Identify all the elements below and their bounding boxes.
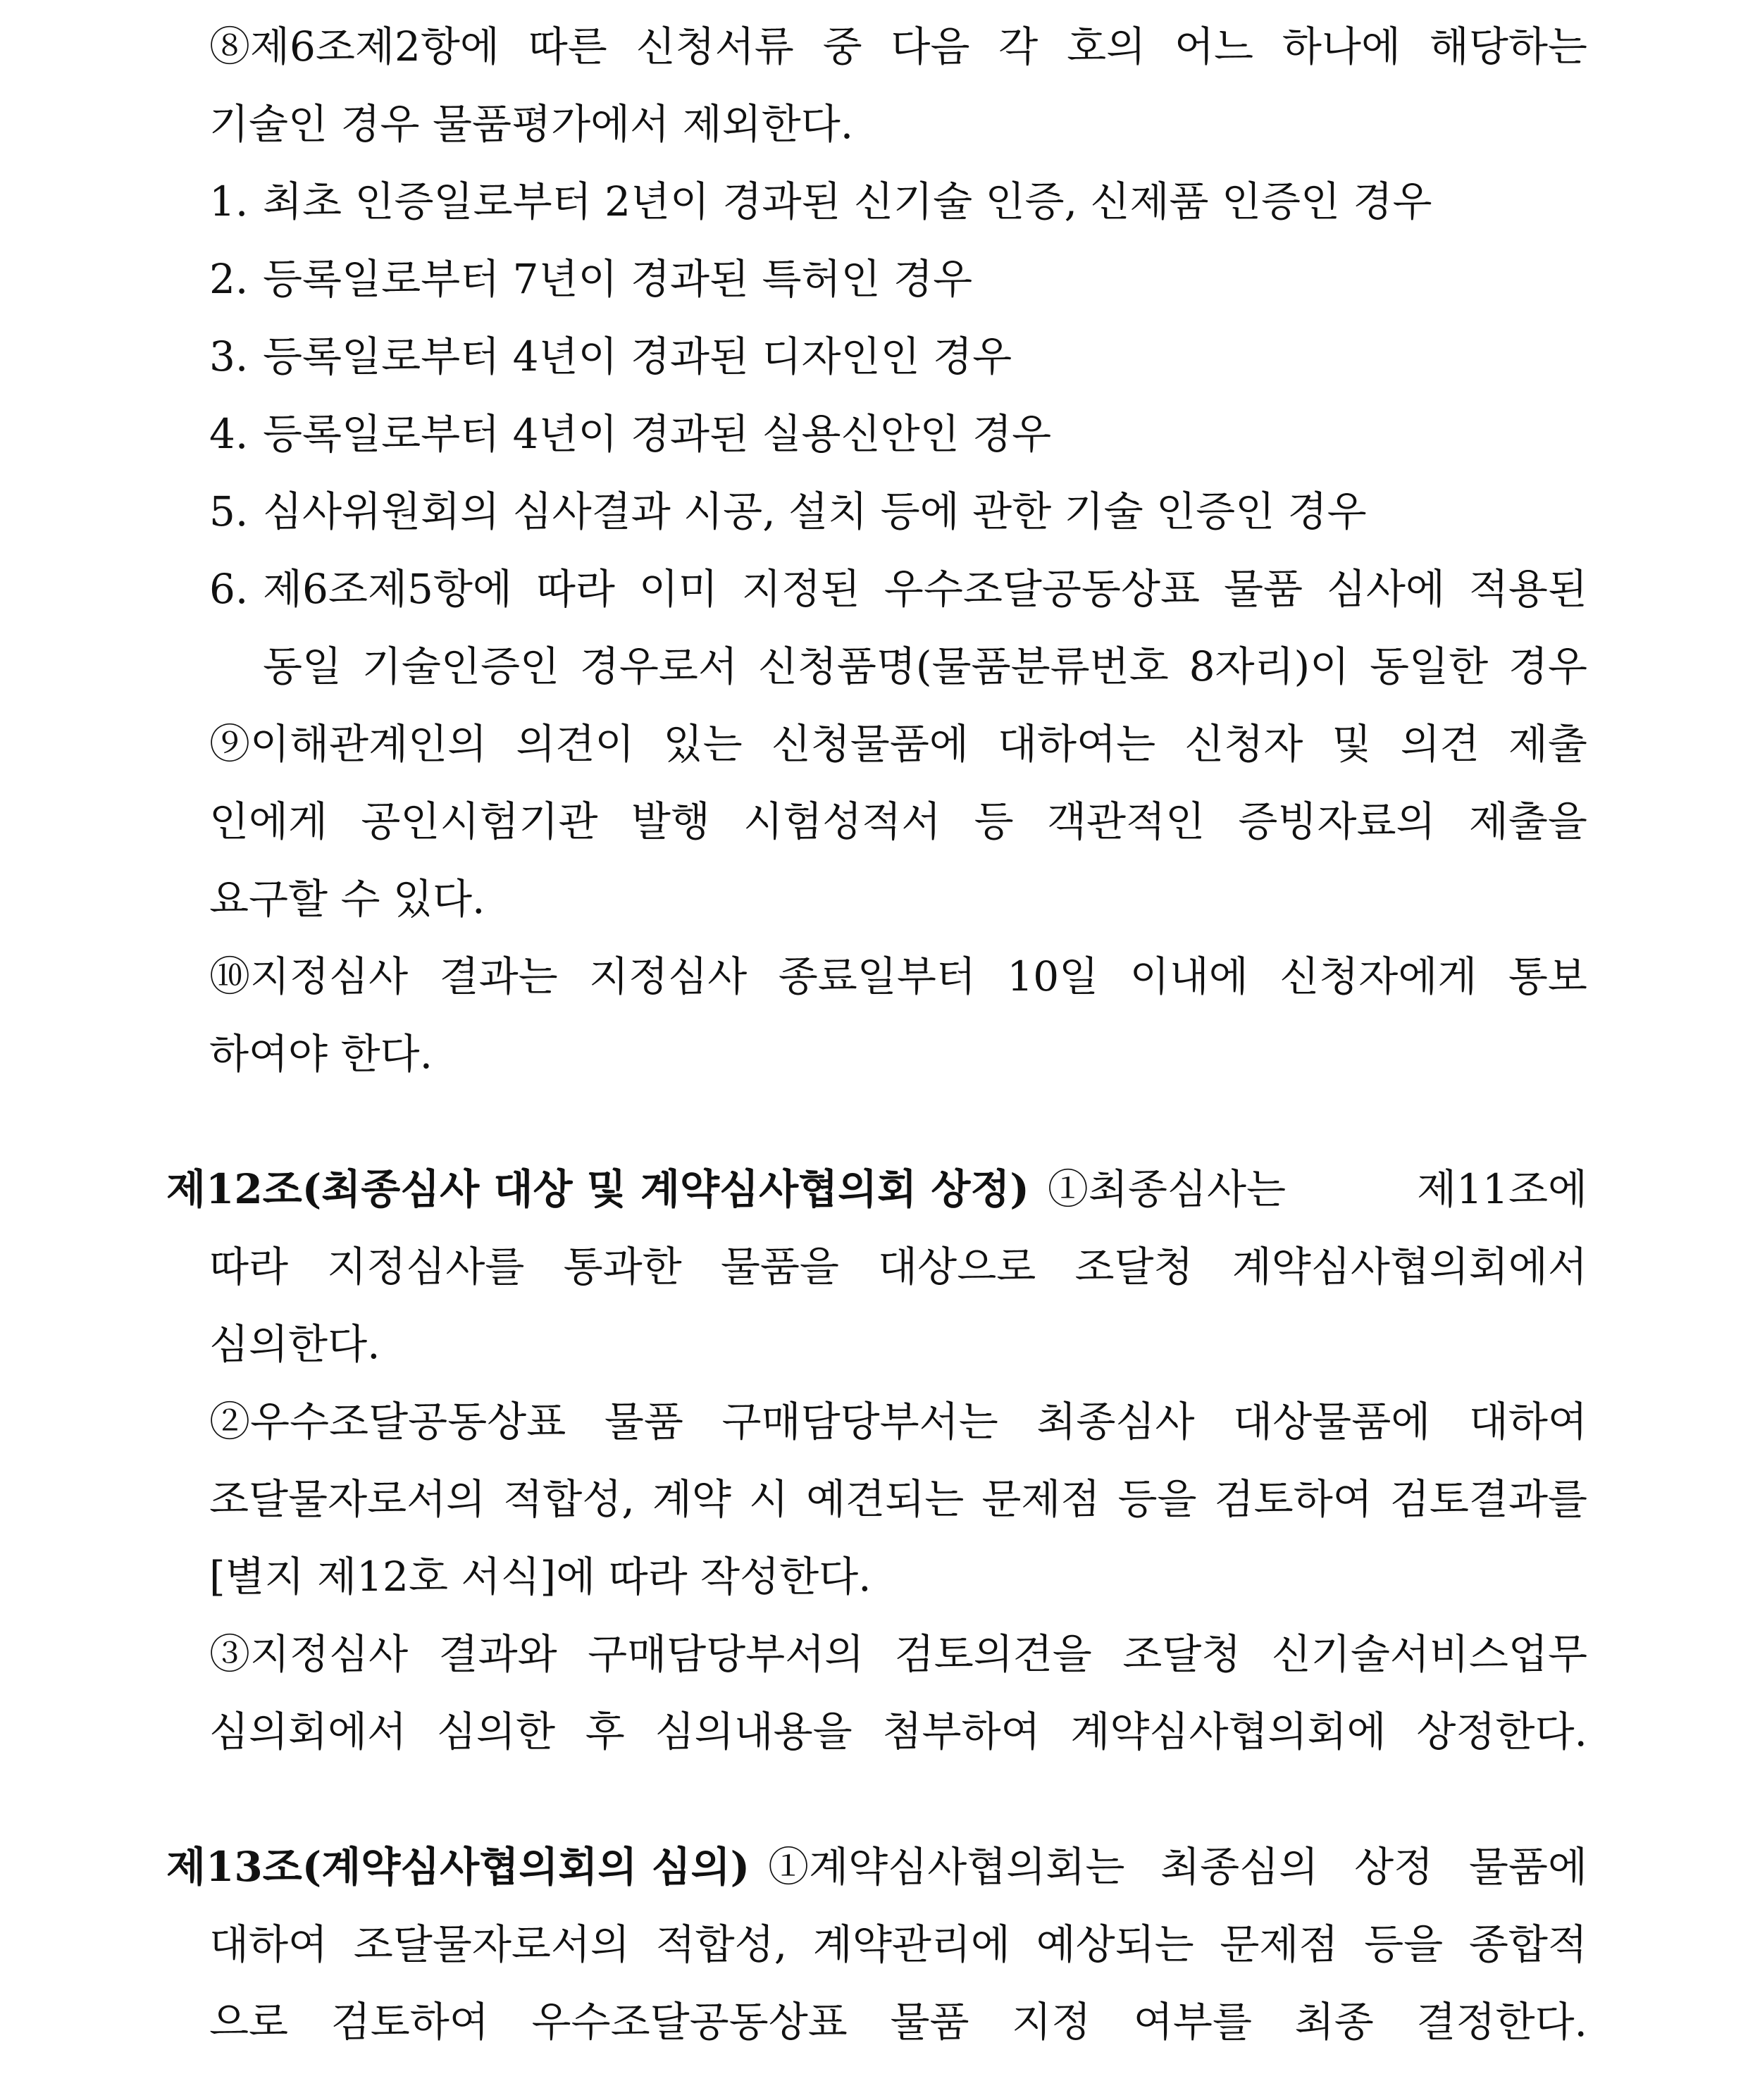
word: 대상으로 — [878, 1243, 1036, 1291]
word: 종료일부터 — [778, 952, 976, 1000]
word: 어느 — [1174, 23, 1254, 70]
word: 조달청 — [1074, 1243, 1194, 1291]
word: 인에게 — [209, 797, 328, 845]
list-item-text: 등록일로부터 4년이 경과된 디자인인 경우 — [263, 333, 1012, 380]
word: 물품 — [1223, 565, 1303, 613]
word: 계약 — [652, 1475, 731, 1523]
word: 신청물품에 — [771, 720, 969, 768]
paragraph-9-line-2 — [209, 797, 1587, 845]
word: 따라 — [535, 565, 615, 613]
word: 등을 — [1117, 1475, 1197, 1523]
word: 제출 — [1508, 720, 1587, 768]
word: 대하여 — [209, 1920, 328, 1968]
list-item-text: 최초 인증일로부터 2년이 경과된 신기술 인증, 신제품 인증인 경우 — [263, 178, 1432, 225]
word: 동일 — [263, 642, 342, 690]
word: 계약심사협의회에 — [1070, 1708, 1387, 1756]
list-item-text: 등록일로부터 4년이 경과된 실용신안인 경우 — [263, 410, 1052, 458]
article-12-p3-line-1 — [209, 1630, 1587, 1678]
word: 검토결과를 — [1389, 1475, 1587, 1523]
article-12-p2-line-1 — [209, 1398, 1587, 1446]
word: ⑩지정심사 — [209, 952, 409, 1000]
list-item-number: 6. — [209, 565, 249, 613]
article-12-line-1 — [166, 1165, 1587, 1213]
word: 최종심의 — [1160, 1843, 1319, 1891]
word: ⑨이해관계인의 — [209, 720, 488, 768]
list-item-2 — [209, 255, 973, 303]
word: 통보 — [1508, 952, 1587, 1000]
word: 시 — [749, 1475, 789, 1523]
article-12-p2-line-2 — [209, 1475, 1587, 1523]
word: 제11조에 — [1417, 1165, 1587, 1213]
word: 다음 — [891, 23, 970, 70]
list-item-number: 2. — [209, 255, 249, 303]
word: 따라 — [209, 1243, 289, 1291]
word: 발행 — [631, 797, 710, 845]
word: 대하여는 — [998, 720, 1156, 768]
article-12-p1-start — [1047, 1165, 1587, 1213]
word: 첨부하여 — [882, 1708, 1041, 1756]
article-13-line-1 — [166, 1843, 1587, 1891]
word: 예견되는 — [806, 1475, 965, 1523]
article-12-p2-line-3: [별지 제12호 서식]에 따라 작성한다. — [209, 1553, 872, 1601]
list-item-1 — [209, 178, 1432, 225]
word: 신청자 — [1184, 720, 1303, 768]
word: 증빙자료의 — [1238, 797, 1436, 845]
word: 등 — [974, 797, 1014, 845]
paragraph-9-line-1 — [209, 720, 1587, 768]
paragraph-10-line-1 — [209, 952, 1587, 1000]
word: 지정 — [1012, 1998, 1091, 2046]
word: 심의회에서 — [209, 1708, 407, 1756]
word: 8자리)이 — [1189, 642, 1350, 690]
word: 중 — [822, 23, 862, 70]
word: 계약관리에 — [812, 1920, 1010, 1968]
article-13-p1-start — [768, 1843, 1587, 1891]
word: 물품에 — [1468, 1843, 1587, 1891]
word: 구매담당부서는 — [721, 1398, 998, 1446]
word: 적합성, — [503, 1475, 635, 1523]
word: 문제점 — [981, 1475, 1101, 1523]
word: 심의한 — [436, 1708, 555, 1756]
list-item-text: 등록일로부터 7년이 경과된 특허인 경우 — [263, 255, 973, 303]
word: 결과는 — [439, 952, 558, 1000]
word: 제6조제5항에 — [263, 565, 512, 613]
paragraph-8-line-2: 기술인 경우 물품평가에서 제외한다. — [209, 100, 854, 148]
word: 및 — [1332, 720, 1372, 768]
article-13-p1-line-2 — [209, 1920, 1587, 1968]
article-12-p3-line-2 — [209, 1708, 1587, 1756]
word: 상정한다. — [1416, 1708, 1587, 1756]
word: 경우 — [1508, 642, 1587, 690]
word: 으로 — [209, 1998, 289, 2046]
word: 등을 — [1364, 1920, 1444, 1968]
word: ③지정심사 — [209, 1630, 409, 1678]
list-item-number: 3. — [209, 333, 249, 380]
word: 조달물자로서의 — [353, 1920, 630, 1968]
word: 신청자에게 — [1279, 952, 1477, 1000]
word: ①최종심사는 — [1047, 1165, 1287, 1213]
word: 신청서류 — [636, 23, 794, 70]
word: 지정된 — [741, 565, 860, 613]
word: 결정한다. — [1416, 1998, 1587, 2046]
article-12-p1-line-3: 심의한다. — [209, 1320, 380, 1368]
word: 계약심사협의회에서 — [1232, 1243, 1587, 1291]
word: 우수조달공동상표 — [531, 1998, 848, 2046]
word: 있는 — [663, 720, 743, 768]
word: 검토하여 — [330, 1998, 489, 2046]
list-item-3 — [209, 333, 1012, 380]
word: 경우로서 — [579, 642, 738, 690]
word: 문제점 — [1220, 1920, 1339, 1968]
word: 상정 — [1354, 1843, 1434, 1891]
word: 기술인증인 — [361, 642, 560, 690]
list-item-6 — [209, 565, 1587, 613]
word: 조달청 — [1122, 1630, 1241, 1678]
word: 대하여 — [1468, 1398, 1587, 1446]
word: ⑧제6조제2항에 — [209, 23, 500, 70]
word: 제출을 — [1468, 797, 1587, 845]
word: 최종심사 — [1036, 1398, 1195, 1446]
word: 지정심사를 — [327, 1243, 525, 1291]
word: 신기술서비스업무 — [1271, 1630, 1587, 1678]
word: 검토의견을 — [894, 1630, 1092, 1678]
word: 종합적 — [1468, 1920, 1587, 1968]
word: 검토하여 — [1214, 1475, 1372, 1523]
word: 이내에 — [1129, 952, 1248, 1000]
word: 따른 — [528, 23, 607, 70]
word: 최종 — [1294, 1998, 1374, 2046]
word: 결과와 — [438, 1630, 557, 1678]
word: 신청품명(물품분류번호 — [757, 642, 1169, 690]
word: 통과한 — [563, 1243, 682, 1291]
article-12-p1-line-2 — [209, 1243, 1587, 1291]
word: 조달물자로서의 — [209, 1475, 486, 1523]
word: 하나에 — [1282, 23, 1401, 70]
list-item-text: 심사위원회의 심사결과 시공, 설치 등에 관한 기술 인증인 경우 — [263, 487, 1367, 535]
word: 객관적인 — [1046, 797, 1205, 845]
article-13-p1-line-3 — [209, 1998, 1587, 2046]
word: 공인시험기관 — [361, 797, 598, 845]
word: 적용된 — [1468, 565, 1587, 613]
word: 대상물품에 — [1233, 1398, 1431, 1446]
word: 여부를 — [1133, 1998, 1252, 2046]
word: 예상되는 — [1036, 1920, 1194, 1968]
word: 의견 — [1400, 720, 1480, 768]
list-item-number: 5. — [209, 487, 249, 535]
list-item-6-line-2 — [263, 642, 1587, 690]
word: 후 — [585, 1708, 625, 1756]
word: 지정심사 — [589, 952, 748, 1000]
word: 우수조달공동상표 — [884, 565, 1201, 613]
word: 이미 — [638, 565, 718, 613]
word: 각 — [998, 23, 1039, 70]
word: 물품 — [604, 1398, 683, 1446]
word: 호의 — [1067, 23, 1146, 70]
list-item-text — [263, 565, 1587, 613]
list-item-4 — [209, 410, 1052, 458]
paragraph-10-line-2: 하여야 한다. — [209, 1030, 433, 1078]
word: 구매담당부서의 — [588, 1630, 864, 1678]
word: 의견이 — [516, 720, 635, 768]
word: 물품을 — [720, 1243, 839, 1291]
list-item-5 — [209, 487, 1367, 535]
list-item-number: 4. — [209, 410, 249, 458]
word: 심의내용을 — [655, 1708, 853, 1756]
word: 10일 — [1007, 952, 1099, 1000]
article-13-heading: 제13조(계약심사협의회의 심의) — [166, 1843, 750, 1891]
paragraph-8-line-1 — [209, 23, 1587, 70]
word: 동일한 — [1370, 642, 1489, 690]
article-12-heading: 제12조(최종심사 대상 및 계약심사협의회 상정) — [166, 1165, 1029, 1213]
word: ②우수조달공동상표 — [209, 1398, 566, 1446]
word: 물품 — [890, 1998, 969, 2046]
word: ①계약심사협의회는 — [768, 1843, 1125, 1891]
word: 적합성, — [655, 1920, 788, 1968]
list-item-number: 1. — [209, 178, 249, 225]
paragraph-9-line-3: 요구할 수 있다. — [209, 875, 485, 923]
word: 시험성적서 — [743, 797, 941, 845]
word: 해당하는 — [1429, 23, 1587, 70]
word: 심사에 — [1326, 565, 1445, 613]
